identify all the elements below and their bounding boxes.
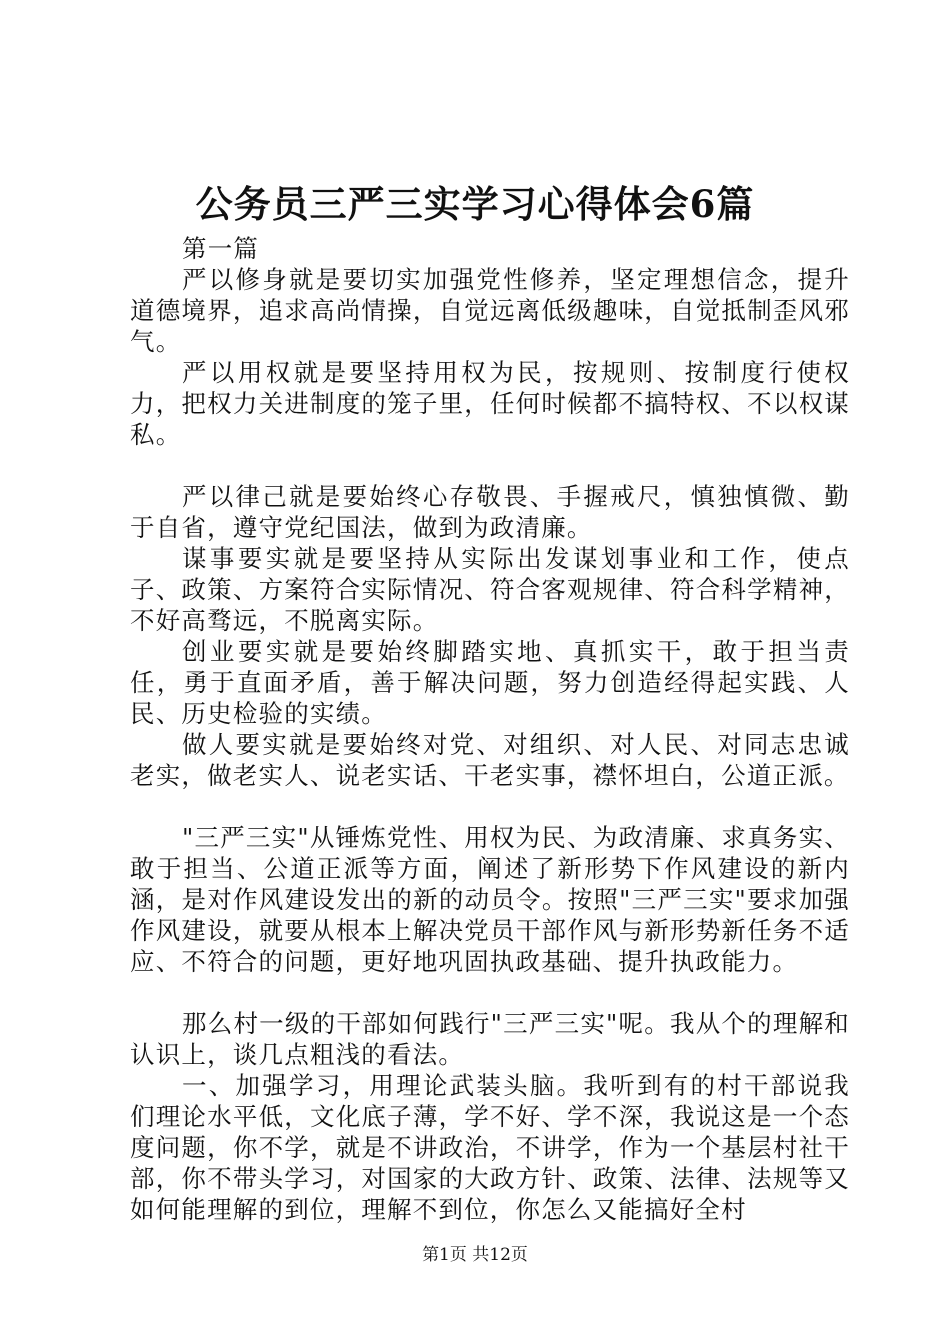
page-footer: 第1页 共12页 — [422, 1245, 528, 1265]
document-title: 公务员三严三实学习心得体会6篇 — [195, 182, 755, 226]
paragraph: 做人要实就是要始终对党、对组织、对人民、对同志忠诚老实，做老实人、说老实话、干老实事，襟怀坦白，公道正派。 — [130, 730, 850, 790]
paragraph-gap — [130, 791, 850, 822]
document-body — [130, 233, 850, 1225]
paragraph: 一、加强学习，用理论武装头脑。我听到有的村干部说我们理论水平低，文化底子薄，学不好、学不深，我说这是一个态度问题，你不学，就是不讲政治，不讲学，作为一个基层村社干部，你不带头学习，对国家的大政方针、政策、法律、法规等又如何能理解的到位，理解不到位，你怎么又能搞好全村 — [130, 1071, 850, 1224]
paragraph: "三严三实"从锤炼党性、用权为民、为政清廉、求真务实、敢于担当、公道正派等方面，阐述了新形势下作风建设的新内涵，是对作风建设发出的新的动员令。按照"三严三实"要求加强作风建设，就要从根本上解决党员干部作风与新形势新任务不适应、不符合的问题，更好地巩固执政基础、提升执政能力。 — [130, 823, 850, 976]
paragraph: 严以律己就是要始终心存敬畏、手握戒尺，慎独慎微、勤于自省，遵守党纪国法，做到为政清廉。 — [130, 482, 850, 542]
paragraph: 谋事要实就是要坚持从实际出发谋划事业和工作，使点子、政策、方案符合实际情况、符合客观规律、符合科学精神，不好高骛远，不脱离实际。 — [130, 544, 850, 635]
paragraph: 创业要实就是要始终脚踏实地、真抓实干，敢于担当责任，勇于直面矛盾，善于解决问题，努力创造经得起实践、人民、历史检验的实绩。 — [130, 637, 850, 728]
paragraph: 严以修身就是要切实加强党性修养，坚定理想信念，提升道德境界，追求高尚情操，自觉远离低级趣味，自觉抵制歪风邪气。 — [130, 265, 850, 356]
paragraph-gap — [130, 450, 850, 481]
paragraph: 严以用权就是要坚持用权为民，按规则、按制度行使权力，把权力关进制度的笼子里，任何时候都不搞特权、不以权谋私。 — [130, 358, 850, 449]
paragraph: 那么村一级的干部如何践行"三严三实"呢。我从个的理解和认识上，谈几点粗浅的看法。 — [130, 1009, 850, 1069]
paragraph-gap — [130, 977, 850, 1008]
section-heading: 第一篇 — [182, 234, 260, 263]
